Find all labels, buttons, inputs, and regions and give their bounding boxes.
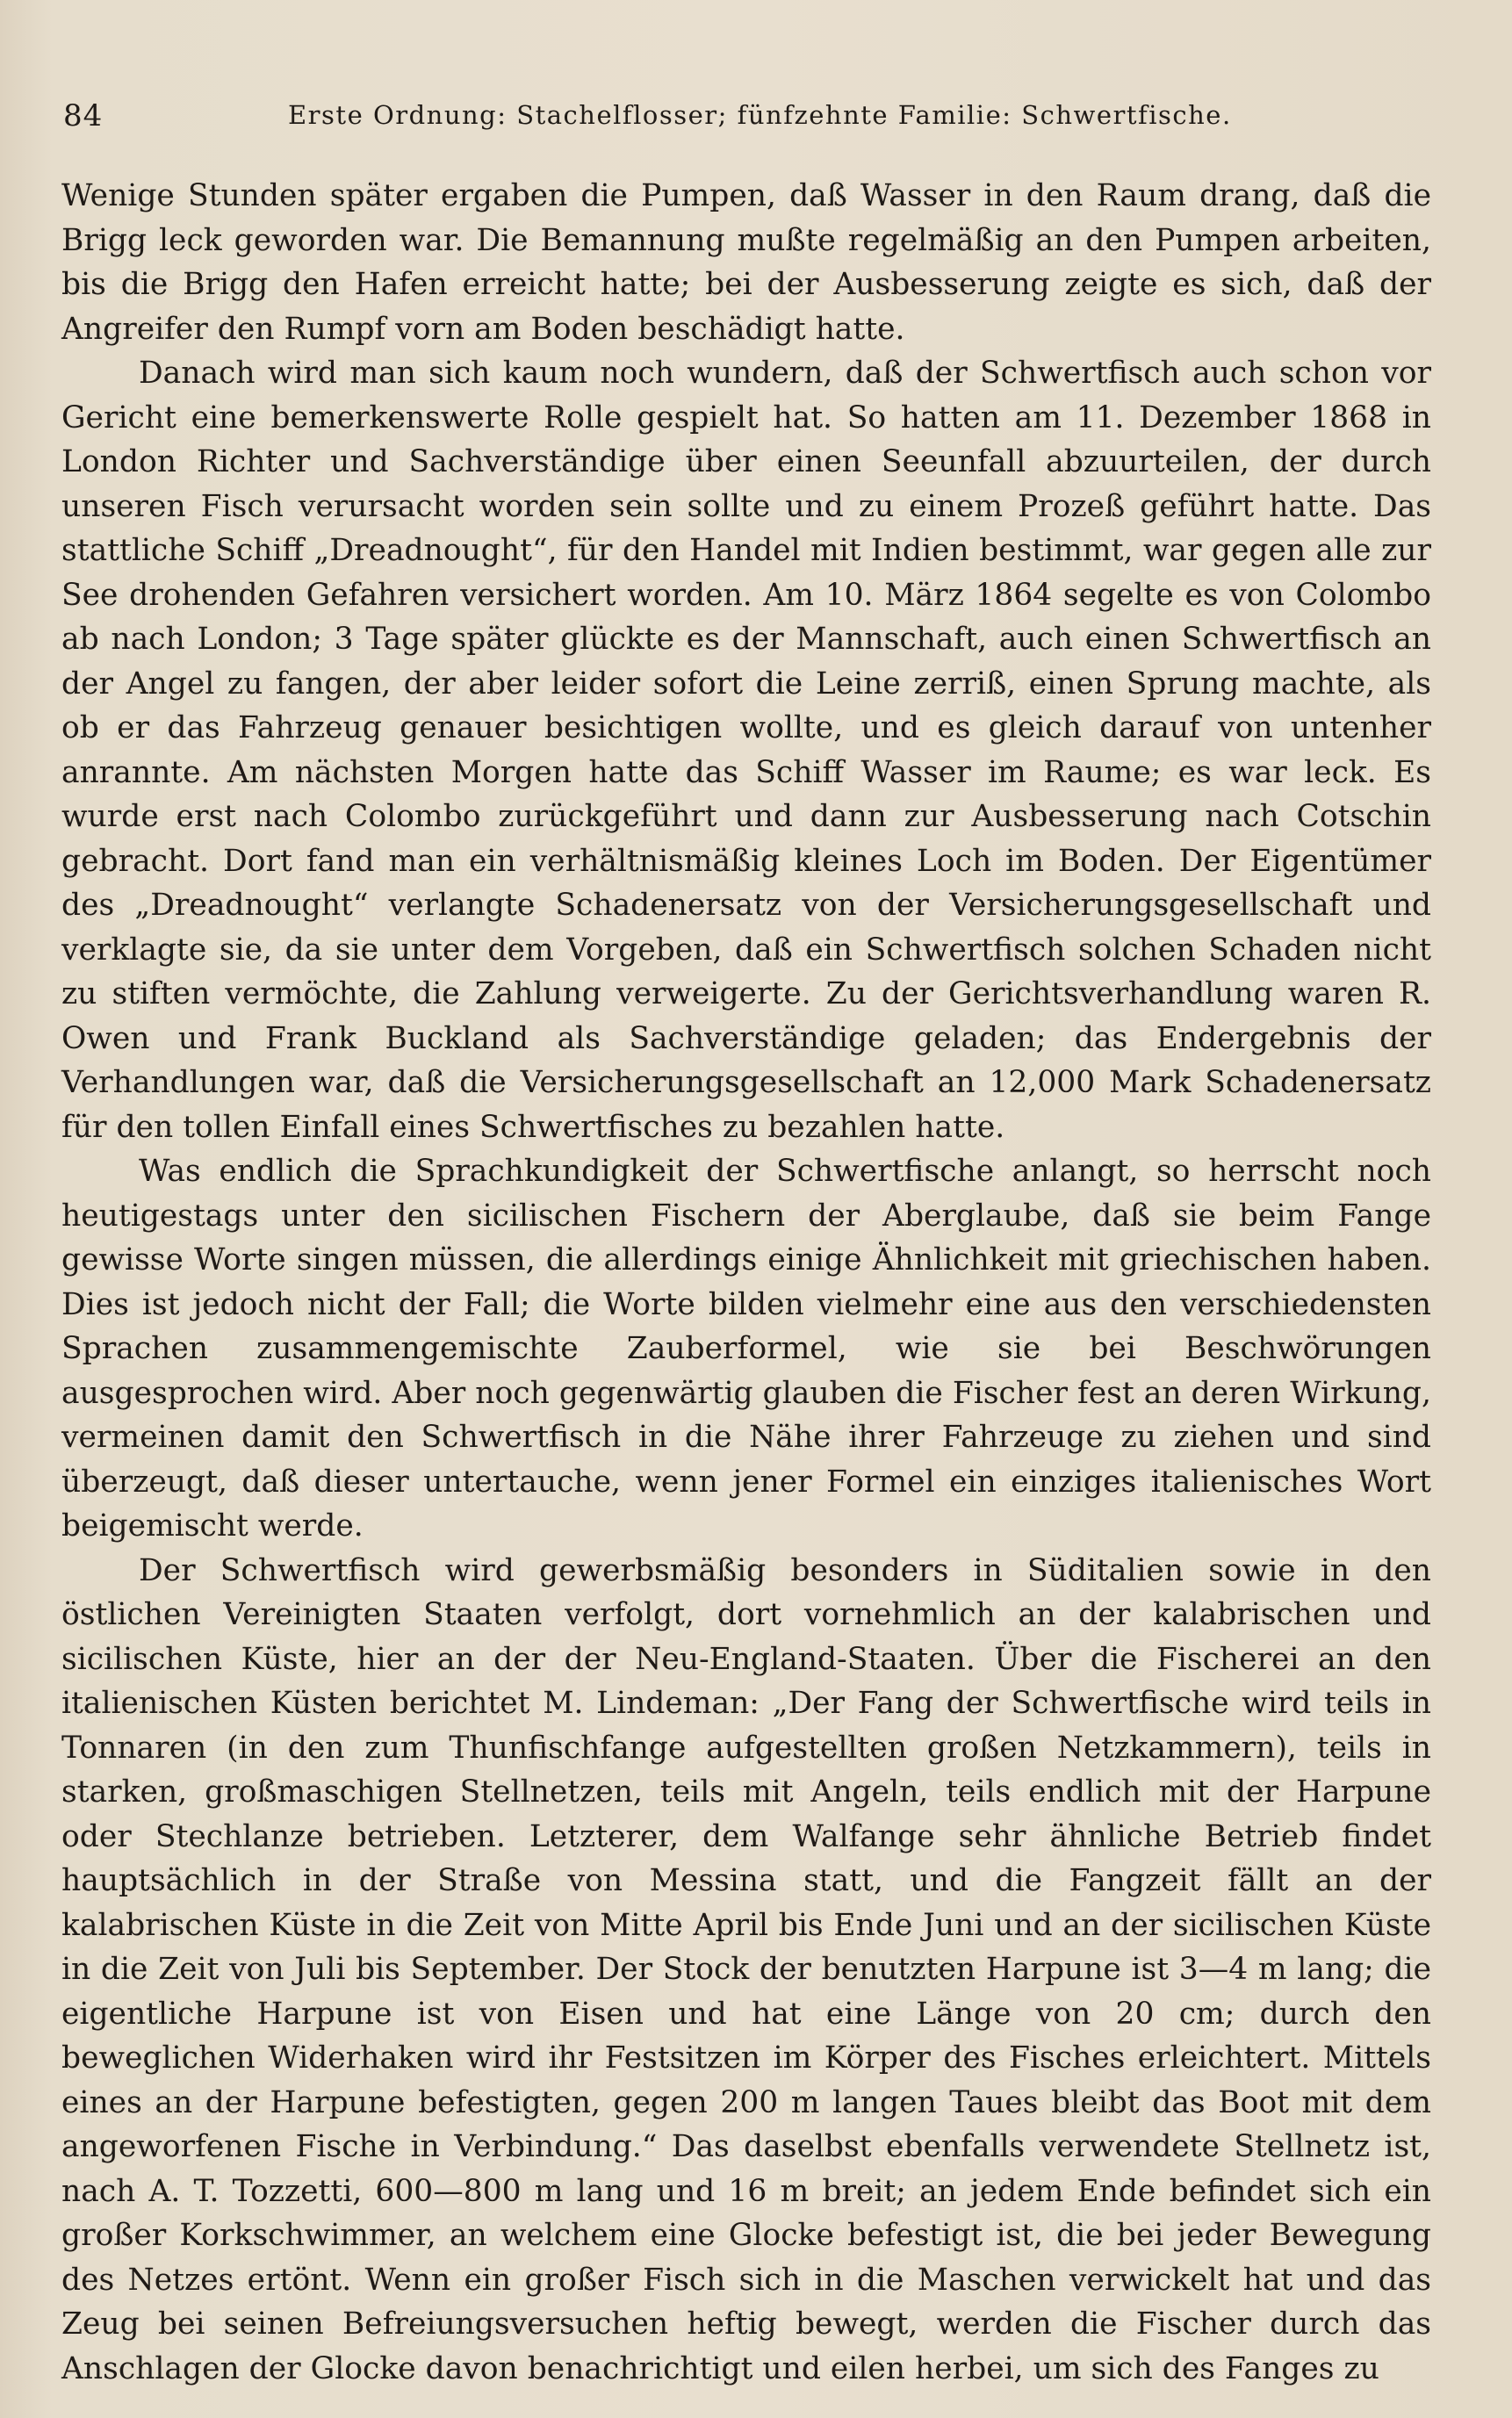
paragraph-3: Was endlich die Sprachkundigkeit der Schwertfische anlangt, so herrscht noch heutigestags unter den sicilischen Fischern der Aberglaube, daß sie beim Fange gewisse Worte singen müssen, die allerdings einige Ähnlichkeit mit griechischen haben. Dies ist jedoch nicht der Fall; die Worte bilden vielmehr eine aus den verschiedensten Sprachen zusammengemischte Zauberformel, wie sie bei Beschwörungen ausgesprochen wird. Aber noch gegenwärtig glauben die Fischer fest an deren Wirkung, vermeinen damit den Schwertfisch in die Nähe ihrer Fahrzeuge zu ziehen und sind überzeugt, daß dieser untertauche, wenn jener Formel ein einziges italienisches Wort beigemischt werde. [61, 1154, 1431, 1544]
paragraph-4: Der Schwertfisch wird gewerbsmäßig besonders in Süditalien sowie in den östlichen Vereinigten Staaten verfolgt, dort vornehmlich an der kalabrischen und sicilischen Küste, hier an der der Neu-England-Staaten. Über die Fischerei an den italienischen Küsten berichtet M. Lindeman: „Der Fang der Schwertfische wird teils in Tonnaren (in den zum Thunfischfange aufgestellten großen Netzkammern), teils in starken, großmaschigen Stellnetzen, teils mit Angeln, teils endlich mit der Harpune oder Stechlanze betrieben. Letzterer, dem Walfange sehr ähnliche Betrieb findet hauptsächlich in der Straße von Messina statt, und die Fangzeit fällt an der kalabrischen Küste in die Zeit von Mitte April bis Ende Juni und an der sicilischen Küste in die Zeit von Juli bis September. Der Stock der benutzten Harpune ist 3—4 m lang; die eigentliche Harpune ist von Eisen und hat eine Länge von 20 cm; durch den beweglichen Widerhaken wird ihr Festsitzen im Körper des Fisches erleichtert. Mittels eines an der Harpune befestigten, gegen 200 m langen Taues bleibt das Boot mit dem angeworfenen Fische in Verbindung.“ Das daselbst ebenfalls verwendete Stellnetz ist, nach A. T. Tozzetti, 600—800 m lang und 16 m breit; an jedem Ende befindet sich ein großer Korkschwimmer, an welchem eine Glocke befestigt ist, die bei jeder Bewegung des Netzes ertönt. Wenn ein großer Fisch sich in die Maschen verwickelt hat und das Zeug bei seinen Befreiungsversuchen heftig bewegt, werden die Fischer durch das Anschlagen der Glocke davon benachrichtigt und eilen herbei, um sich des Fanges zu [61, 1552, 1431, 2386]
running-head: Erste Ordnung: Stachelflosser; fünfzehnte Familie: Schwertfische. [288, 100, 1232, 130]
page-number: 84 [63, 98, 104, 133]
page-header [63, 98, 1451, 142]
body-text [61, 174, 1431, 2391]
paragraph-1: Wenige Stunden später ergaben die Pumpen, daß Wasser in den Raum drang, daß die Brigg leck geworden war. Die Bemannung mußte regelmäßig an den Pumpen arbeiten, bis die Brigg den Hafen erreicht hatte; bei der Ausbesserung zeigte es sich, daß der Angreifer den Rumpf vorn am Boden beschädigt hatte. [61, 178, 1431, 347]
paragraph-2: Danach wird man sich kaum noch wundern, daß der Schwertfisch auch schon vor Gericht eine bemerkenswerte Rolle gespielt hat. So hatten am 11. Dezember 1868 in London Richter und Sachverständige über einen Seeunfall abzuurteilen, der durch unseren Fisch verursacht worden sein sollte und zu einem Prozeß geführt hatte. Das stattliche Schiff „Dreadnought“, für den Handel mit Indien bestimmt, war gegen alle zur See drohenden Gefahren versichert worden. Am 10. März 1864 segelte es von Colombo ab nach London; 3 Tage später glückte es der Mannschaft, auch einen Schwertfisch an der Angel zu fangen, der aber leider sofort die Leine zerriß, einen Sprung machte, als ob er das Fahrzeug genauer besichtigen wollte, und es gleich darauf von untenher anrannte. Am nächsten Morgen hatte das Schiff Wasser im Raume; es war leck. Es wurde erst nach Colombo zurückgeführt und dann zur Ausbesserung nach Cotschin gebracht. Dort fand man ein verhältnismäßig kleines Loch im Boden. Der Eigentümer des „Dreadnought“ verlangte Schadenersatz von der Versicherungsgesellschaft und verklagte sie, da sie unter dem Vorgeben, daß ein Schwertfisch solchen Schaden nicht zu stiften vermöchte, die Zahlung verweigerte. Zu der Gerichtsverhandlung waren R. Owen und Frank Buckland als Sachverständige geladen; das Endergebnis der Verhandlungen war, daß die Versicherungsgesellschaft an 12,000 Mark Schadenersatz für den tollen Einfall eines Schwertfisches zu bezahlen hatte. [61, 356, 1431, 1145]
